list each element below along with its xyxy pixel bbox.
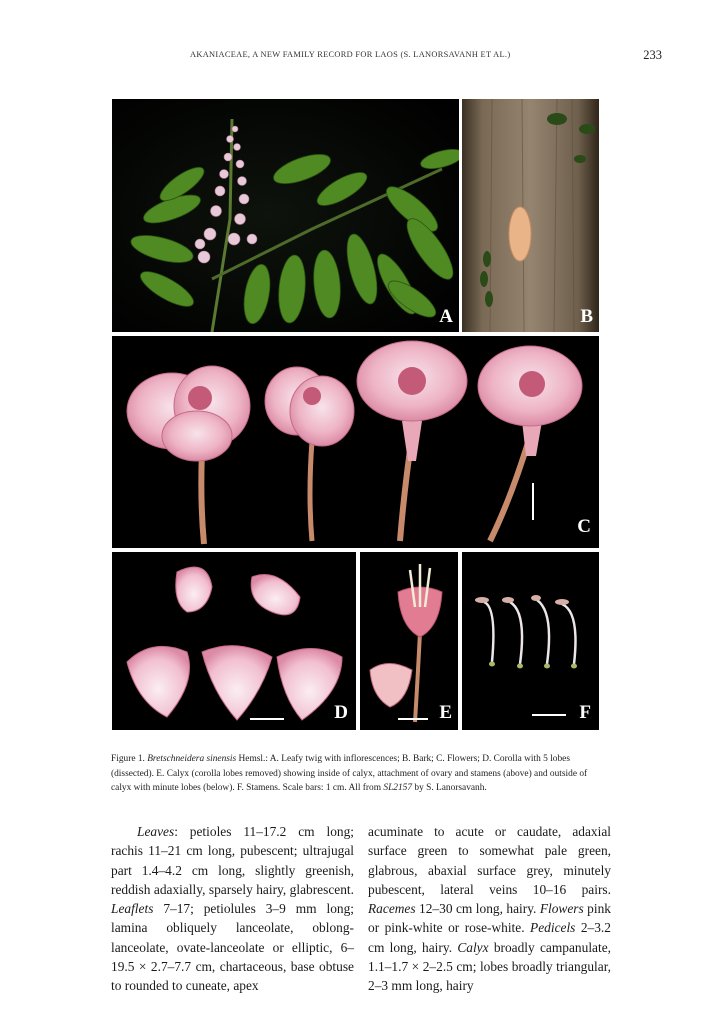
racemes-text: 12–30 cm long, hairy. [415, 901, 540, 917]
figure-panel-d [112, 552, 356, 730]
running-title: AKANIACEAE, A NEW FAMILY RECORD FOR LAOS (S. LANORSAVANH ET AL.) [190, 50, 511, 59]
term-leaflets: Leaflets [111, 901, 154, 917]
term-racemes: Racemes [368, 901, 416, 917]
caption-text-1: Hemsl.: A. Leafy twig with inflorescences; B. Bark; C. Flowers; D. Corolla with 5 lobes (dissected). E. Calyx (corolla lobes removed) showing inside of calyx, attachment of ovary and stamens (above) and outside of calyx with minute lobes (below). F. Stamens. Scale bars: 1 cm. All from [111, 754, 588, 793]
scale-bar-c [532, 483, 534, 520]
bark-photo [462, 99, 599, 332]
body-column-right [368, 822, 611, 996]
figure-panel-b [462, 99, 599, 332]
panel-label-a: A [439, 306, 453, 327]
page-number: 233 [643, 48, 662, 62]
figure-panel-e [360, 552, 458, 730]
leaves-text: : petioles 11–17.2 cm long; rachis 11–21 cm long, pubescent; ultrajugal part 1.4–4.2 cm long, slightly greenish, reddish adaxially, sparsely hairy, glabrescent. [111, 824, 354, 897]
scale-bar-f [532, 714, 566, 716]
caption-lead: Figure 1. [111, 754, 148, 764]
flowers-text: pink or pink-white or rose-white. [368, 901, 611, 936]
figure-caption [111, 752, 603, 796]
figure-panel-f [462, 552, 599, 730]
panel-label-e: E [439, 702, 452, 723]
term-flowers: Flowers [539, 901, 584, 917]
flowers-photo [112, 336, 599, 548]
term-calyx: Calyx [457, 939, 489, 955]
panel-label-b: B [580, 306, 593, 327]
figure-panel-a [112, 99, 459, 332]
panel-label-c: C [577, 516, 591, 537]
page-header [0, 50, 712, 64]
scale-bar-e [398, 718, 428, 720]
leaflets-text: 7–17; petiolules 3–9 mm long; lamina obliquely lanceolate, oblong-lanceolate, ovate-lanceolate or elliptic, 6–19.5 × 2.7–7.7 cm, chartaceous, base obtuse to rounded to cuneate, apex [111, 901, 354, 994]
leaflets-text-cont: acuminate to acute or caudate, adaxial surface green to somewhat pale green, glabrous, abaxial surface grey, minutely pubescent, lateral veins 10–16 pairs. [368, 824, 611, 897]
corolla-lobes-photo [112, 552, 356, 730]
term-pedicels: Pedicels [530, 920, 576, 936]
pedicels-text: 2–3.2 cm long, hairy. [368, 920, 611, 955]
caption-text-2: by S. Lanorsavanh. [412, 783, 487, 793]
leafy-twig-photo [112, 99, 459, 332]
caption-species: Bretschneidera sinensis [147, 754, 237, 764]
panel-label-f: F [579, 702, 591, 723]
caption-collection: SL2157 [383, 783, 413, 793]
scale-bar-d [250, 718, 284, 720]
panel-label-d: D [334, 702, 348, 723]
calyx-text: broadly campanulate, 1.1–1.7 × 2–2.5 cm; lobes broadly triangular, 2–3 mm long, hairy [368, 939, 611, 994]
term-leaves: Leaves [137, 824, 175, 839]
body-column-left [111, 822, 354, 996]
figure-panel-c [112, 336, 599, 548]
